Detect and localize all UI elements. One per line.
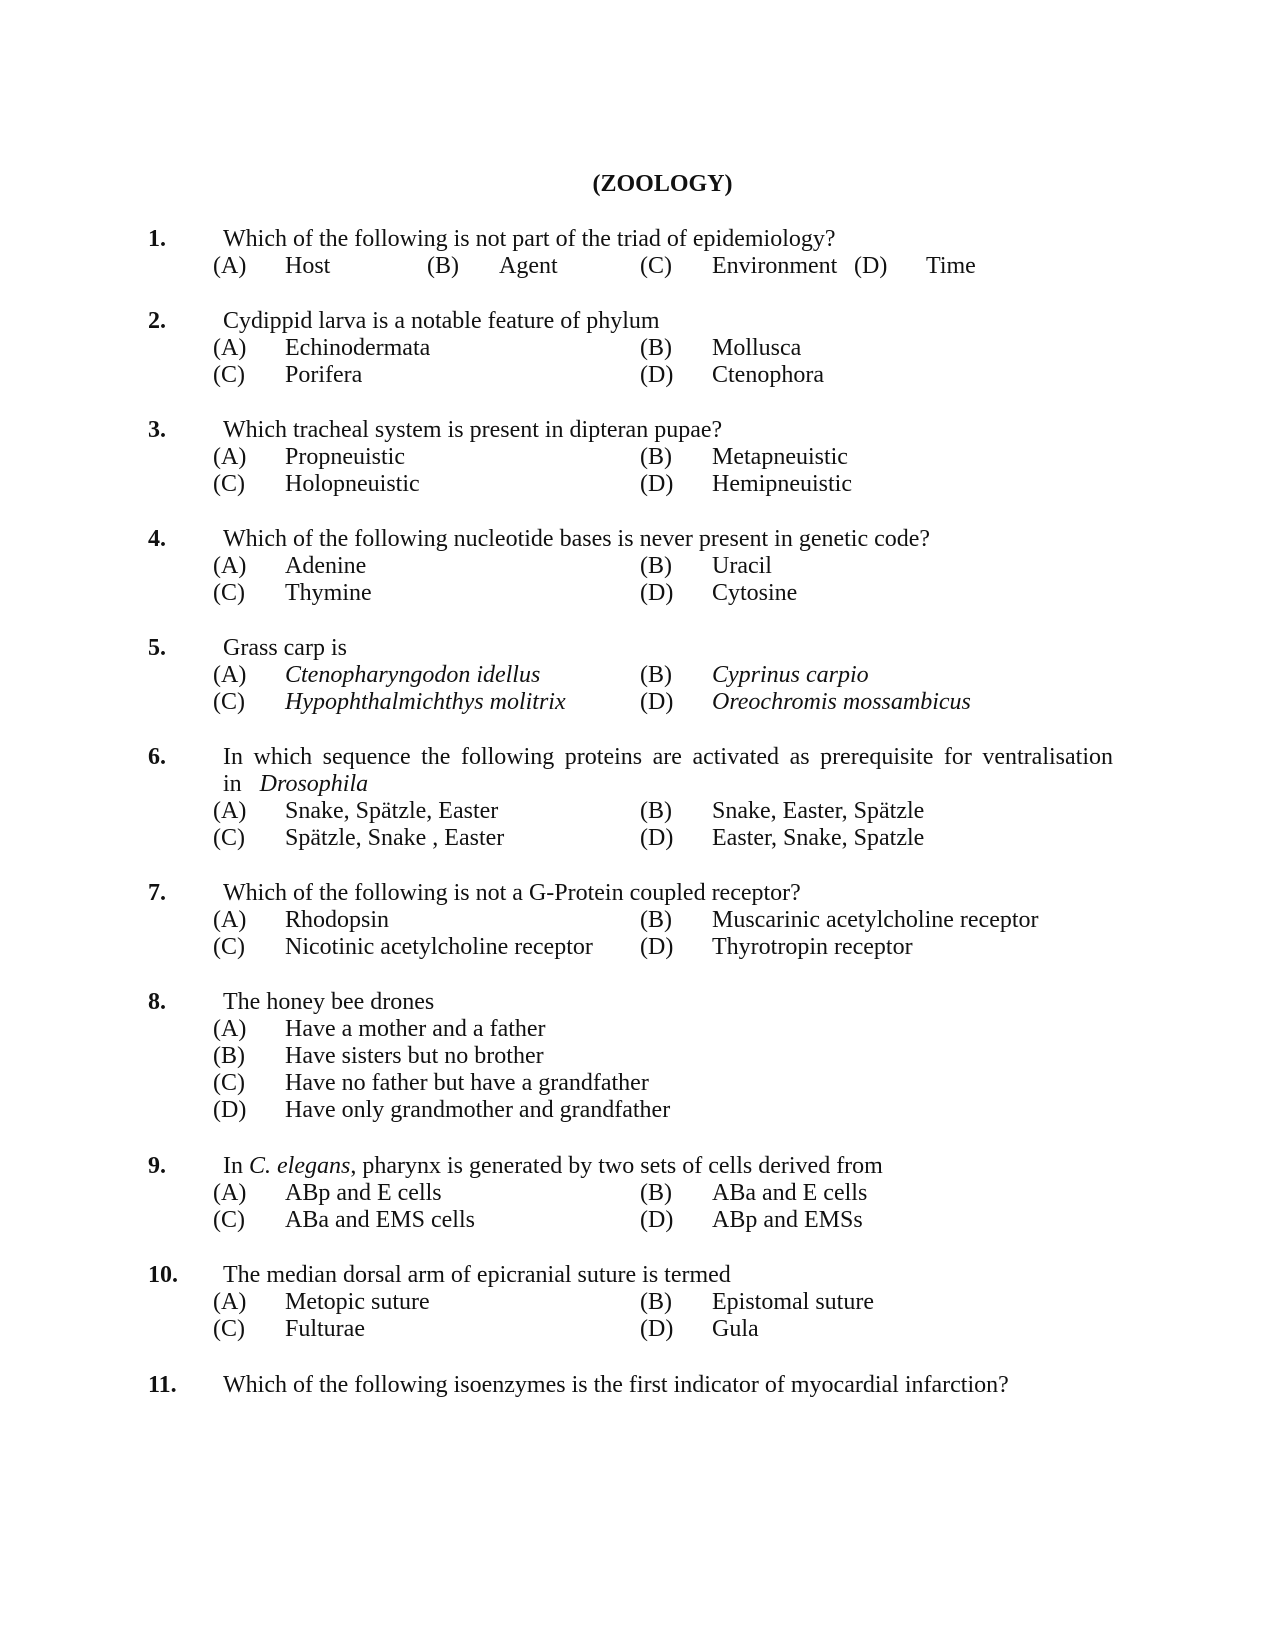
option-text: ABa and E cells xyxy=(712,1180,868,1206)
option-text: ABp and E cells xyxy=(285,1180,442,1206)
option-label: (D) xyxy=(640,1316,674,1342)
option-text: Hypophthalmichthys molitrix xyxy=(285,689,566,715)
option-text: Spätzle, Snake , Easter xyxy=(285,825,505,851)
option-label: (A) xyxy=(213,335,247,361)
option-text: Host xyxy=(285,253,331,279)
question-number: 1. xyxy=(148,226,166,252)
option-text: Ctenophora xyxy=(712,362,824,388)
option-text: Snake, Spätzle, Easter xyxy=(285,798,499,824)
option-label: (B) xyxy=(640,1180,672,1206)
option-label: (A) xyxy=(213,662,247,688)
option-label: (C) xyxy=(213,934,245,960)
option-text: Fulturae xyxy=(285,1316,365,1342)
option-text: Have sisters but no brother xyxy=(285,1043,544,1069)
option-text: Gula xyxy=(712,1316,759,1342)
question-number: 2. xyxy=(148,308,166,334)
option-text: Metapneuistic xyxy=(712,444,848,470)
question-text: The median dorsal arm of epicranial suture is termed xyxy=(223,1262,731,1288)
option-text: ABa and EMS cells xyxy=(285,1207,475,1233)
option-text: Have only grandmother and grandfather xyxy=(285,1097,671,1123)
option-text: Nicotinic acetylcholine receptor xyxy=(285,934,593,960)
option-label: (D) xyxy=(640,362,674,388)
option-text: Oreochromis mossambicus xyxy=(712,689,971,715)
option-text: Cyprinus carpio xyxy=(712,662,869,688)
option-text: Ctenopharyngodon idellus xyxy=(285,662,541,688)
option-text: Easter, Snake, Spatzle xyxy=(712,825,925,851)
question-text xyxy=(223,1153,1113,1180)
option-label: (B) xyxy=(640,444,672,470)
option-label: (C) xyxy=(213,689,245,715)
option-text: Rhodopsin xyxy=(285,907,390,933)
question-text-line2 xyxy=(223,771,1113,798)
option-label: (D) xyxy=(640,934,674,960)
question-text: Which of the following nucleotide bases is never present in genetic code? xyxy=(223,526,931,552)
question-number: 4. xyxy=(148,526,166,552)
option-label: (C) xyxy=(640,253,672,279)
option-label: (B) xyxy=(213,1043,245,1069)
option-text: ABp and EMSs xyxy=(712,1207,863,1233)
option-text: Holopneuistic xyxy=(285,471,420,497)
question-text: Grass carp is xyxy=(223,635,347,661)
option-label: (D) xyxy=(640,689,674,715)
option-label: (A) xyxy=(213,553,247,579)
question-text-prefix: in xyxy=(223,771,242,797)
option-label: (B) xyxy=(640,798,672,824)
option-text: Environment xyxy=(712,253,838,279)
option-text: Agent xyxy=(499,253,558,279)
question-text: Which of the following is not part of the triad of epidemiology? xyxy=(223,226,836,252)
question-number: 8. xyxy=(148,989,166,1015)
option-text: Uracil xyxy=(712,553,772,579)
option-text: Cytosine xyxy=(712,580,798,606)
option-text: Mollusca xyxy=(712,335,802,361)
option-label: (C) xyxy=(213,1070,245,1096)
question-text: Which tracheal system is present in dipteran pupae? xyxy=(223,417,723,443)
option-label: (C) xyxy=(213,580,245,606)
question-text: Cydippid larva is a notable feature of phylum xyxy=(223,308,660,334)
option-label: (B) xyxy=(640,662,672,688)
option-label: (D) xyxy=(213,1097,247,1123)
question-number: 7. xyxy=(148,880,166,906)
option-label: (B) xyxy=(640,553,672,579)
option-label: (D) xyxy=(640,825,674,851)
option-text: Echinodermata xyxy=(285,335,431,361)
option-text: Porifera xyxy=(285,362,363,388)
question-number: 5. xyxy=(148,635,166,661)
question-text-italic: C. elegans xyxy=(249,1153,351,1179)
question-text: Which of the following isoenzymes is the first indicator of myocardial infarction? xyxy=(223,1372,1009,1398)
option-text: Epistomal suture xyxy=(712,1289,874,1315)
option-label: (C) xyxy=(213,362,245,388)
option-text: Have a mother and a father xyxy=(285,1016,546,1042)
option-label: (A) xyxy=(213,907,247,933)
question-text-italic: Drosophila xyxy=(259,771,369,797)
page-title: (ZOOLOGY) xyxy=(592,171,733,197)
question-text: In which sequence the following proteins are activated as prerequisite for ventralisation xyxy=(223,744,1113,770)
option-label: (B) xyxy=(640,1289,672,1315)
question-text: Which of the following is not a G-Protein coupled receptor? xyxy=(223,880,801,906)
option-text: Muscarinic acetylcholine receptor xyxy=(712,907,1039,933)
option-text: Metopic suture xyxy=(285,1289,430,1315)
option-label: (C) xyxy=(213,471,245,497)
option-text: Adenine xyxy=(285,553,367,579)
option-label: (A) xyxy=(213,1016,247,1042)
question-number: 6. xyxy=(148,744,166,770)
option-text: Hemipneuistic xyxy=(712,471,852,497)
option-label: (B) xyxy=(640,907,672,933)
question-number: 9. xyxy=(148,1153,166,1179)
question-number: 3. xyxy=(148,417,166,443)
option-text: Time xyxy=(926,253,976,279)
option-label: (A) xyxy=(213,444,247,470)
option-label: (A) xyxy=(213,253,247,279)
question-number: 11. xyxy=(148,1372,177,1398)
option-label: (B) xyxy=(640,335,672,361)
option-label: (C) xyxy=(213,1207,245,1233)
option-label: (D) xyxy=(854,253,888,279)
option-label: (D) xyxy=(640,1207,674,1233)
option-text: Snake, Easter, Spätzle xyxy=(712,798,925,824)
question-text: The honey bee drones xyxy=(223,989,435,1015)
option-label: (D) xyxy=(640,471,674,497)
option-label: (A) xyxy=(213,798,247,824)
question-text-prefix: In xyxy=(223,1153,243,1179)
option-label: (A) xyxy=(213,1289,247,1315)
option-label: (C) xyxy=(213,1316,245,1342)
option-text: Thyrotropin receptor xyxy=(712,934,913,960)
option-text: Propneuistic xyxy=(285,444,405,470)
option-text: Have no father but have a grandfather xyxy=(285,1070,649,1096)
option-label: (A) xyxy=(213,1180,247,1206)
question-text-suffix: , pharynx is generated by two sets of cells derived from xyxy=(350,1153,883,1179)
option-label: (B) xyxy=(427,253,459,279)
option-text: Thymine xyxy=(285,580,372,606)
option-label: (C) xyxy=(213,825,245,851)
question-number: 10. xyxy=(148,1262,178,1288)
option-label: (D) xyxy=(640,580,674,606)
